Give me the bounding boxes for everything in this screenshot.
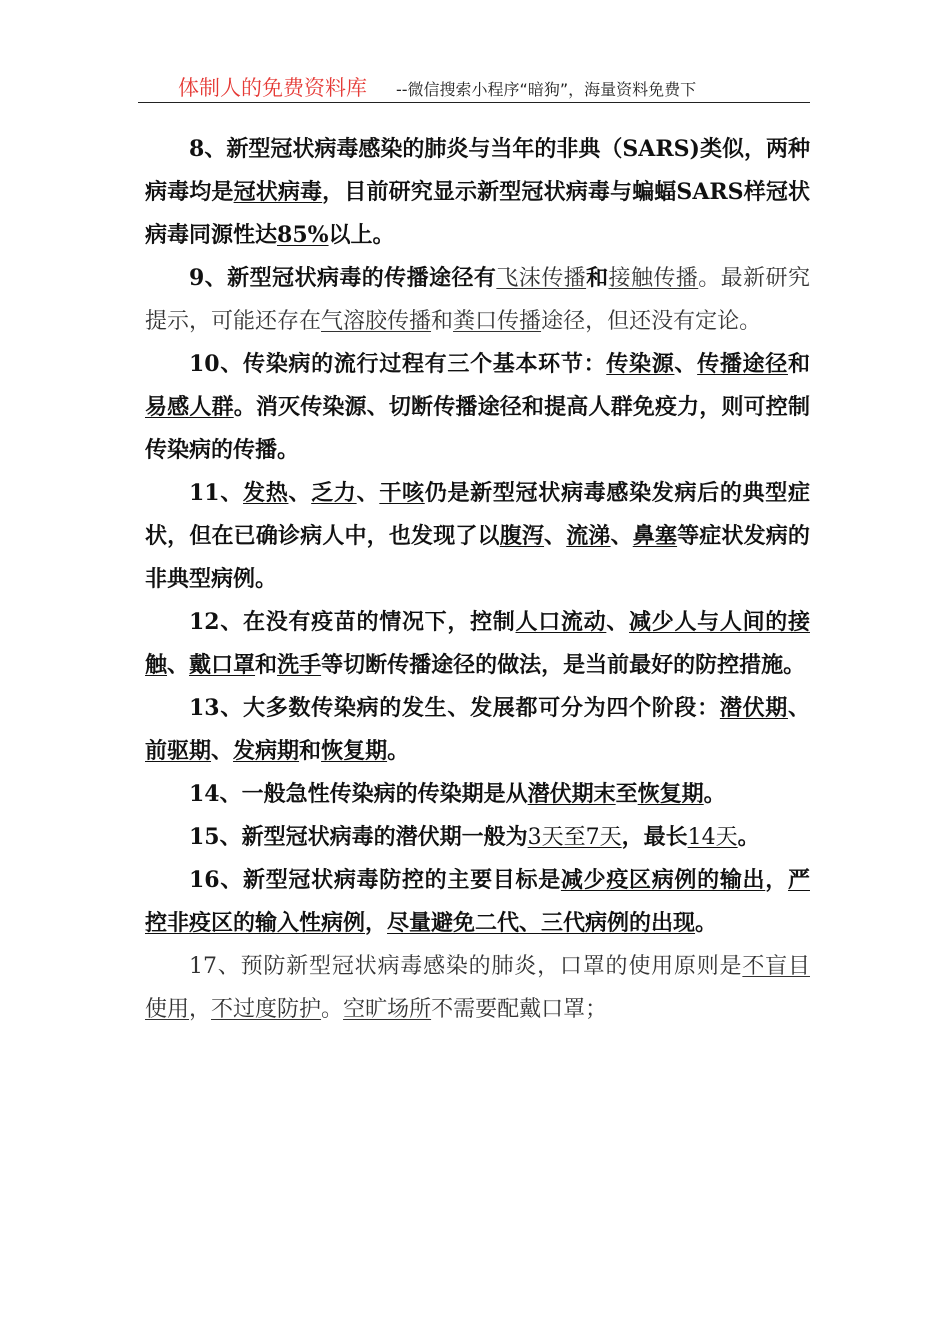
text: 和 [431, 309, 454, 334]
header-brand: 体制人的免费资料库 [178, 76, 367, 100]
underlined-answer: 潜伏期末 [527, 781, 616, 807]
text: ， [365, 910, 388, 936]
header-tagline: --微信搜索小程序“暗狗”，海量资料免费下 [396, 80, 697, 99]
paragraph-11 [145, 472, 810, 601]
text: ， [765, 867, 788, 893]
text: 途径，但还没有定论。 [541, 309, 762, 334]
text: 、 [787, 695, 810, 721]
text: 。 [387, 738, 410, 764]
underlined-answer: 腹泻 [499, 523, 545, 549]
underlined-answer: 传播途径 [697, 351, 788, 377]
text: 、 [167, 652, 190, 678]
paragraph-15 [145, 816, 810, 859]
text: 、 [211, 738, 234, 764]
underlined-answer: 接触传播 [608, 266, 699, 291]
text: 8、新型冠状病毒感染的肺炎与当年的非典（SARS)类似，两种病毒均是 [145, 136, 810, 205]
underlined-answer: 不过度防护 [211, 997, 322, 1022]
underlined-answer: 减少疫区病例的输出 [560, 867, 766, 893]
text: 。消灭传染源、切断传播途径和提高人群免疫力，则可控制传染病的传播。 [145, 394, 810, 463]
underlined-answer: 干咳 [379, 480, 425, 506]
underlined-answer: 戴口罩 [189, 652, 256, 678]
underlined-answer: 不盲目使用 [145, 954, 810, 1022]
text: 。 [321, 997, 344, 1022]
underlined-answer: 气溶胶传播 [321, 309, 432, 334]
text: 14、一般急性传染病的传染期是从 [189, 781, 528, 807]
text: 、 [610, 523, 633, 549]
underlined-answer: 粪口传播 [453, 309, 542, 334]
underlined-answer: 减少人与人间的接触 [145, 609, 810, 678]
text: 、 [674, 351, 698, 377]
underlined-answer: 85% [277, 222, 329, 248]
text: 至 [615, 781, 638, 807]
text: 。 [737, 824, 760, 850]
underlined-answer: 前驱期 [145, 738, 212, 764]
underlined-answer: 潜伏期 [719, 695, 788, 721]
underlined-answer: 洗手 [277, 652, 322, 678]
text: 和 [255, 652, 278, 678]
underlined-answer: 发热 [243, 480, 289, 506]
text: 、 [288, 480, 312, 506]
document-body [145, 128, 810, 1031]
text: 等症状发病的非典型病例。 [145, 523, 810, 592]
text: 以上。 [328, 222, 395, 248]
text: 不需要配戴口罩； [431, 997, 608, 1022]
text: 12、在没有疫苗的情况下，控制 [189, 609, 516, 635]
underlined-answer: 鼻塞 [632, 523, 678, 549]
text: 。最新研究提示，可能还存在 [145, 266, 810, 334]
text: 。 [703, 781, 726, 807]
underlined-answer: 流涕 [566, 523, 611, 549]
underlined-answer: 人口流动 [515, 609, 607, 635]
text: 15、新型冠状病毒的潜伏期一般为 [189, 824, 528, 850]
underlined-answer: 发病期 [233, 738, 300, 764]
text: 16、新型冠状病毒防控的主要目标是 [189, 867, 561, 893]
text: 、 [356, 480, 380, 506]
text: 和 [586, 265, 609, 291]
underlined-answer: 14天 [687, 825, 738, 850]
text: ，目前研究显示新型冠状病毒与蝙蝠SARS样冠状病毒同源性达 [145, 179, 810, 248]
underlined-answer: 冠状病毒 [233, 179, 323, 205]
paragraph-9 [145, 257, 810, 343]
underlined-answer: 传染源 [606, 351, 675, 377]
paragraph-10 [145, 343, 810, 472]
underlined-answer: 空旷场所 [343, 997, 432, 1022]
text: 和 [299, 738, 322, 764]
underlined-answer: 乏力 [311, 480, 357, 506]
text: 9、新型冠状病毒的传播途径有 [189, 265, 497, 291]
text: 11、 [189, 480, 244, 506]
text: ， [189, 997, 212, 1022]
paragraph-14 [145, 773, 810, 816]
page-header [138, 72, 810, 103]
underlined-answer: 飞沫传播 [496, 266, 587, 291]
text: 。 [695, 910, 718, 936]
text: 、 [544, 523, 567, 549]
underlined-answer: 3天至7天 [527, 825, 622, 850]
text: 17、预防新型冠状病毒感染的肺炎，口罩的使用原则是 [189, 954, 743, 979]
paragraph-8 [145, 128, 810, 257]
text: 10、传染病的流行过程有三个基本环节： [189, 351, 607, 377]
text: 等切断传播途径的做法，是当前最好的防控措施。 [321, 652, 806, 678]
paragraph-12 [145, 601, 810, 687]
paragraph-17 [145, 945, 810, 1031]
underlined-answer: 恢复期 [321, 738, 388, 764]
underlined-answer: 严控非疫区的输入性病例 [145, 867, 810, 936]
text: ，最长 [621, 824, 688, 850]
paragraph-13 [145, 687, 810, 773]
text: 和 [787, 351, 810, 377]
underlined-answer: 恢复期 [637, 781, 704, 807]
underlined-answer: 易感人群 [145, 394, 234, 420]
text: 、 [606, 609, 630, 635]
text: 仍是新型冠状病毒感染发病后的典型症状，但在已确诊病人中，也发现了以 [145, 480, 810, 549]
paragraph-16 [145, 859, 810, 945]
underlined-answer: 尽量避免二代、三代病例的出现 [387, 910, 696, 936]
text: 13、大多数传染病的发生、发展都可分为四个阶段： [189, 695, 720, 721]
